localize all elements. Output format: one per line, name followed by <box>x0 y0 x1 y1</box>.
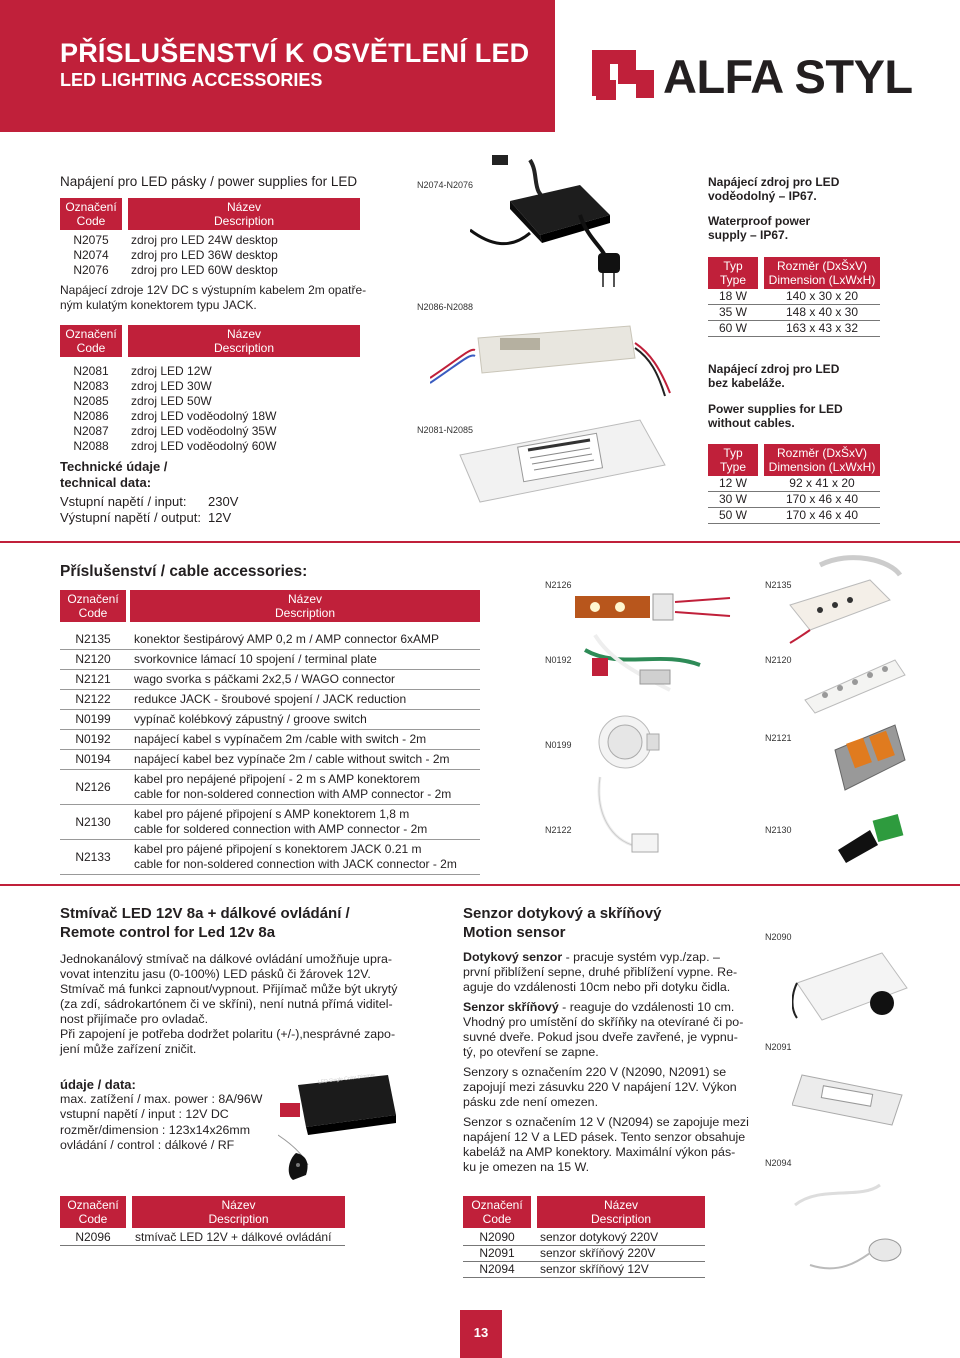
touch-sensor-image <box>792 948 912 1028</box>
table-row: N2085 zdroj LED 50W <box>73 394 212 408</box>
sensor-table: Označení Code Název Description N2090 senzor dotykový 220V N2091 senzor skříňový 220V N2094 senzor skříňový 12V <box>463 1196 705 1278</box>
col-code-header: Označení Code <box>60 198 122 230</box>
waterproof-title: Napájecí zdroj pro LED voděodolný – IP67. <box>708 175 840 203</box>
desktop-adapter-image <box>470 155 670 290</box>
accessories-heading: Příslušenství / cable accessories: <box>60 563 308 580</box>
table-row: N2133 kabel pro pájené připojení s konektorem JACK 0.21 m cable for non-soldered connection with JACK connector - 2m <box>60 840 480 875</box>
table-row: N2122 redukce JACK - šroubové spojení / JACK reduction <box>60 690 480 710</box>
table-row: N2076 zdroj pro LED 60W desktop <box>73 263 278 277</box>
power-supply-table-led: Označení Code Název Description N2081 zdroj LED 12W N2083 zdroj LED 30W N2085 zdroj LED 50W N2086 zdroj LED voděodolný 18W N2087 zdroj LED voděodolný 35W N2088 zdroj LED voděodolný 60W <box>60 325 360 454</box>
image-label: N2091 <box>765 1042 792 1052</box>
jack-reduction-image <box>830 805 910 865</box>
page-subtitle: LED LIGHTING ACCESSORIES <box>60 70 323 90</box>
power-supplies-heading: Napájení pro LED pásky / power supplies for LED <box>60 174 358 189</box>
nocable-dimension-table: Typ Type Rozměr (DxŠxV) Dimension (LxWxH) 12 W 92 x 41 x 20 30 W 170 x 46 x 40 50 W 170 x 46 x 40 <box>708 444 880 524</box>
image-label: N2120 <box>765 655 792 665</box>
sensor-12v-image <box>790 1165 910 1280</box>
table-row: N2130 kabel pro pájené připojení s AMP konektorem 1,8 m cable for soldered connection with AMP connector - 2m <box>60 805 480 840</box>
table-row: N2094 senzor skříňový 12V <box>463 1262 705 1278</box>
table-row: 18 W 140 x 30 x 20 <box>708 289 880 305</box>
table-row: N2121 wago svorka s páčkami 2x2,5 / WAGO connector <box>60 670 480 690</box>
section-divider <box>0 884 960 886</box>
table-row: N2126 kabel pro nepájené připojení - 2 m s AMP konektorem cable for non-soldered connection with AMP connector - 2m <box>60 770 480 805</box>
table-row: N2135 konektor šestipárový AMP 0,2 m / AMP connector 6xAMP <box>60 630 480 650</box>
table-row: 50 W 170 x 46 x 40 <box>708 508 880 524</box>
dimmer-table: Označení Code Název Description N2096 stmívač LED 12V + dálkové ovládání <box>60 1196 345 1246</box>
cable-with-switch-image <box>580 630 720 700</box>
dimmer-description: Jednokanálový stmívač na dálkové ovládání umožňuje upra- vovat intenzitu jasu (0-100%) LED pásků či žárovek 12V. Stmívač má funkci zapnout/vypnout. Přijímač může být ukrytý (za zdí, sádrokartónem či ve skříni), není nutná přímá viditel- nost přijímače pro ovladač. Při zapojení je potřeba dodržet polaritu (+/-),nesprávné zapo- jení může zařízení zničit. <box>60 952 398 1056</box>
table-row: N2083 zdroj LED 30W <box>73 379 212 393</box>
table-row: N2081 zdroj LED 12W <box>73 364 212 378</box>
image-label: N2081-N2085 <box>417 425 474 435</box>
page-title: PŘÍSLUŠENSTVÍ K OSVĚTLENÍ LED <box>60 38 530 68</box>
table-row: N2091 senzor skříňový 220V <box>463 1246 705 1262</box>
power-supply-table-desktop <box>60 198 360 278</box>
waterproof-supply-image <box>430 318 675 403</box>
table-row: N2090 senzor dotykový 220V <box>463 1230 705 1246</box>
image-label: N2135 <box>765 580 792 590</box>
dimmer-device-image <box>278 1065 408 1185</box>
table-row: N2086 zdroj LED voděodolný 18W <box>73 409 277 423</box>
led-strip-connector-image <box>565 588 735 628</box>
alfa-styl-logo-text: ALFA STYL <box>663 50 913 103</box>
dimmer-data-list: max. zatížení / max. power : 8A/96W vstupní napětí / input : 12V DC rozměr/dimension : 123x14x26mm ovládání / control : dálkové / RF <box>60 1092 263 1153</box>
table-row: N0192 napájecí kabel s vypínačem 2m /cable with switch - 2m <box>60 730 480 750</box>
wago-connector-image <box>825 705 910 800</box>
tech-data-output: Výstupní napětí / output: 12V <box>60 510 232 525</box>
groove-switch-image <box>595 712 665 772</box>
table-row: N2075 zdroj pro LED 24W desktop <box>73 233 278 247</box>
nocable-title-en: Power supplies for LED without cables. <box>708 402 843 430</box>
table-row: 35 W 148 x 40 x 30 <box>708 305 880 321</box>
image-label: N0192 <box>545 655 572 665</box>
waterproof-dimension-table: Typ Type Rozměr (DxŠxV) Dimension (LxWxH) 18 W 140 x 30 x 20 35 W 148 x 40 x 30 60 W 163 x 43 x 32 <box>708 257 880 337</box>
dimmer-data-heading: údaje / data: <box>60 1077 136 1092</box>
sensor-description: Dotykový senzor - pracuje systém vyp./zap. – první přiblížení sepne, druhé přiblížení vypne. Re- aguje do vzdálenosti 10cm nebo při dotyku čidla. Senzor skříňový - reaguje do vzdálenosti 10 cm. Vhodný pro umístění do skříňky na otevírané či po- suvné dveře. Pokud jsou dveře zavřené, je vypnu- tý, po otevření se zapne. Senzory s označením 220 V (N2090, N2091) se zapojují mezi zásuvku 220 V napájení 12V. Výkon pásku zde není omezen. Senzor s označením 12 V (N2094) se zapojuje mezi napájení 12 V a LED pásek. Tento senzor obsahuje kabeláž na AMP konektory. Maximální výkon pás- ku je omezen na 15 W. <box>463 950 749 1174</box>
image-label: N2086-N2088 <box>417 302 474 312</box>
table-row: 30 W 170 x 46 x 40 <box>708 492 880 508</box>
tech-data-heading: Technické údaje / technical data: <box>60 459 168 490</box>
col-desc-header: Název Description <box>128 198 360 230</box>
table-row: N2096 stmívač LED 12V + dálkové ovládání <box>60 1230 345 1246</box>
image-label: N2074-N2076 <box>417 180 474 190</box>
table-row: N2074 zdroj pro LED 36W desktop <box>73 248 278 262</box>
image-label: N2126 <box>545 580 572 590</box>
image-label: N2094 <box>765 1158 792 1168</box>
dimmer-title: Stmívač LED 12V 8a + dálkové ovládání / Remote control for Led 12v 8a <box>60 905 350 941</box>
table-row: N2088 zdroj LED voděodolný 60W <box>73 439 277 453</box>
header-banner <box>0 0 555 132</box>
nocable-title: Napájecí zdroj pro LED bez kabeláže. <box>708 362 840 390</box>
section-divider <box>0 541 960 543</box>
jack-cable-image <box>590 772 680 872</box>
power-supply-note: Napájecí zdroje 12V DC s výstupním kabelem 2m opatře- ným kulatým konektorem typu JACK. <box>60 283 367 312</box>
sensor-title: Senzor dotykový a skříňový Motion sensor <box>463 905 662 941</box>
table-row: N2087 zdroj LED voděodolný 35W <box>73 424 277 438</box>
table-row: N2120 svorkovnice lámací 10 spojení / terminal plate <box>60 650 480 670</box>
dimmer-device-label: LED Single Color Dimmer <box>317 1072 376 1086</box>
table-row: 60 W 163 x 43 x 32 <box>708 321 880 337</box>
table-row: N0199 vypínač kolébkový zápustný / groove switch <box>60 710 480 730</box>
image-label: N2130 <box>765 825 792 835</box>
page-number: 13 <box>460 1310 502 1358</box>
amp-connector-6x-image <box>780 555 910 645</box>
cabinet-sensor-image <box>792 1055 912 1145</box>
table-row: N0194 napájecí kabel bez vypínače 2m / cable without switch - 2m <box>60 750 480 770</box>
waterproof-title-en: Waterproof power supply – IP67. <box>708 214 811 242</box>
accessories-table: Označení Code Název Description N2135 konektor šestipárový AMP 0,2 m / AMP connector 6xAMP N2120 svorkovnice lámací 10 spojení / terminal plate N2121 wago svorka s páčkami 2x2,5 / WAGO connector N2122 redukce JACK - šroubové spojení / JACK reduction N0199 vypínač kolébkový zápustný / groove switch N0192 napájecí kabel s vypínačem 2m /cable with switch - 2m N0194 napájecí kabel bez vypínače 2m / cable without switch - 2m N2126 kabel pro nepájené připojení - 2 m s AMP konektorem cable for non-soldered connection with AMP connector - 2m N2130 kabel pro pájené připojení s AMP konektorem 1,8 m cable for soldered connection with AMP connector - 2m N2133 kabel pro pájené připojení s konektorem JACK 0.21 m cable for non-soldered connection with JACK connector - 2m <box>60 590 480 875</box>
table-row: 12 W 92 x 41 x 20 <box>708 476 880 492</box>
tech-data-input: Vstupní napětí / input: 230V <box>60 494 239 509</box>
image-label: N0199 <box>545 740 572 750</box>
image-label: N2121 <box>765 733 792 743</box>
led-driver-image <box>450 410 675 505</box>
image-label: N2122 <box>545 825 572 835</box>
image-label: N2090 <box>765 932 792 942</box>
